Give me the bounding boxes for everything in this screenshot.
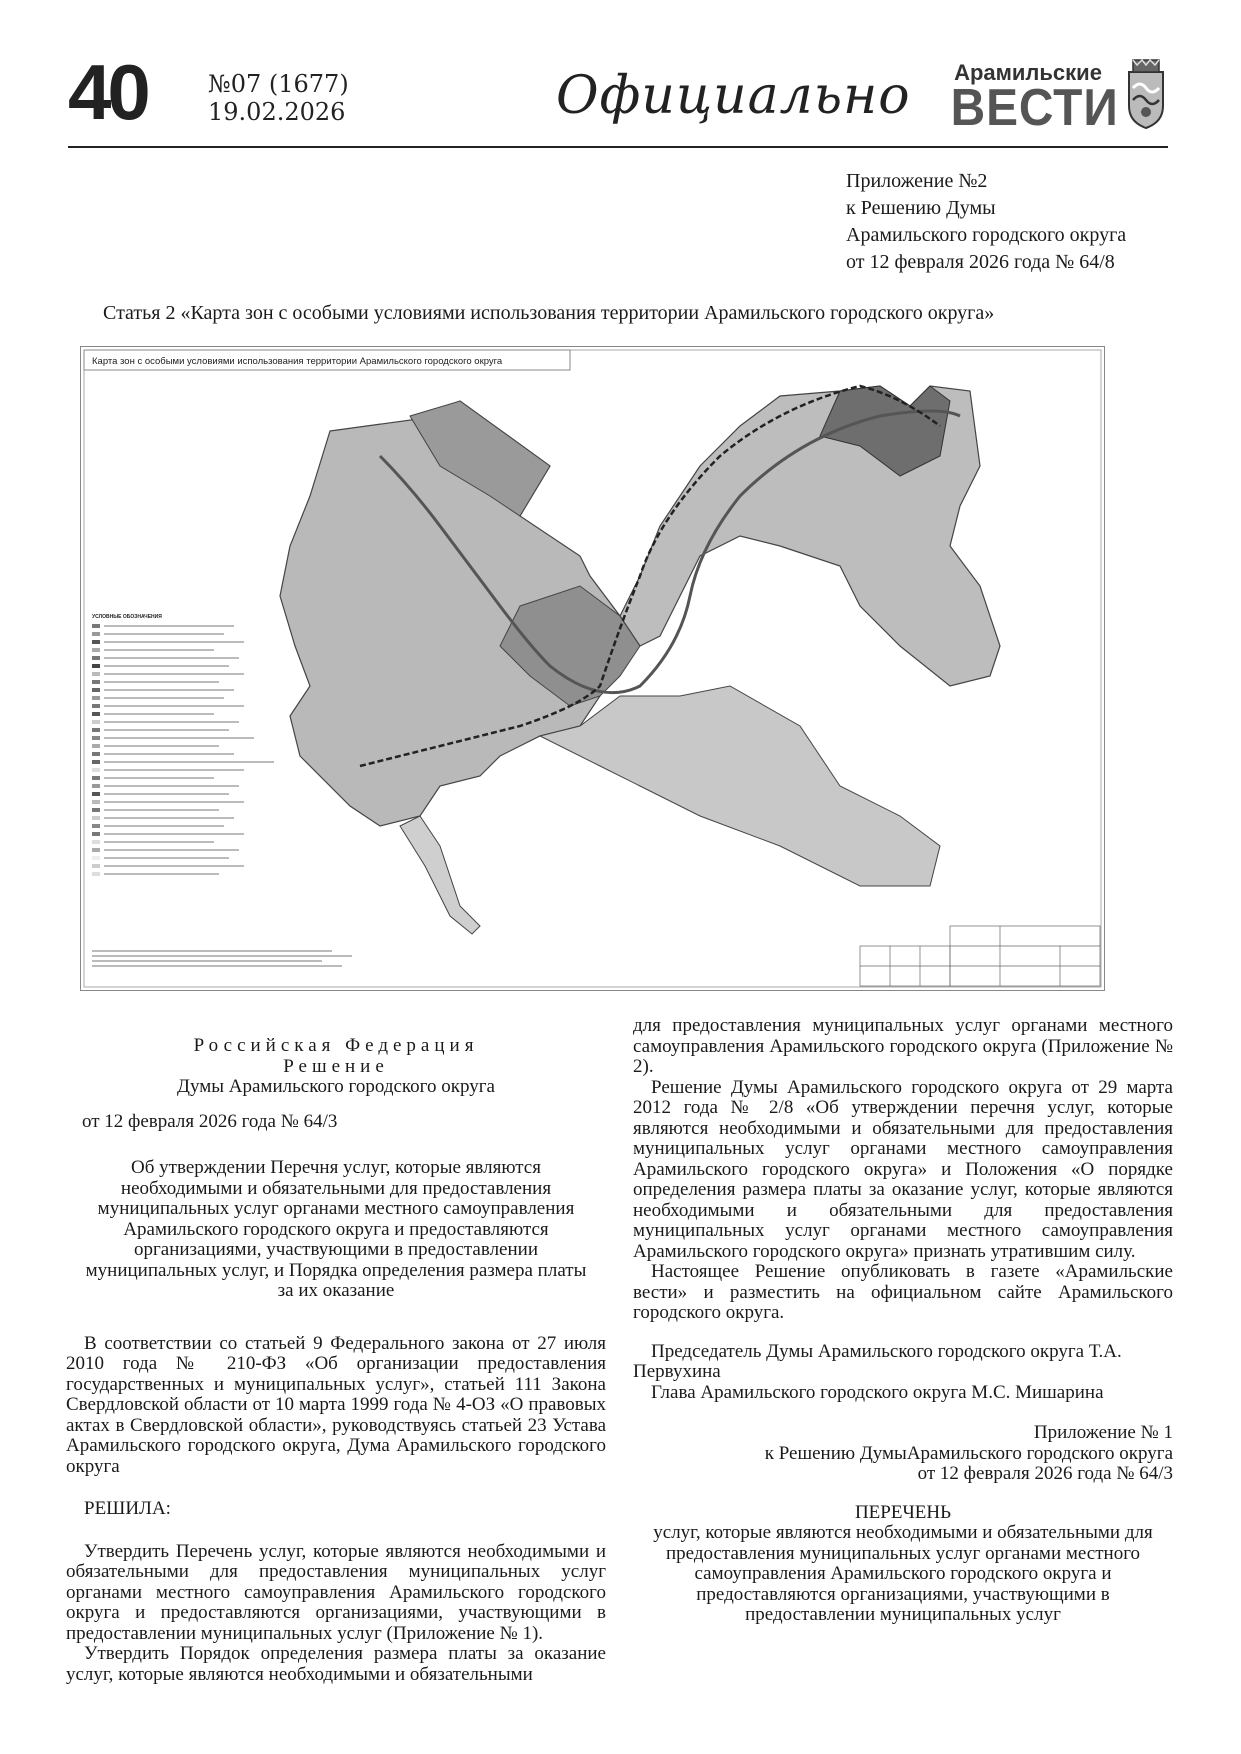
article-title: Статья 2 «Карта зон с особыми условиями использования территории Арамильского городского округа» (103, 302, 995, 324)
section-title: Официально (556, 66, 911, 126)
decision-title: Об утверждении Перечня услуг, которые являются необходимыми и обязательными для предоставления муниципальных услуг органами местного самоуправления Арамильского городского округа и предоставляются организациями, участвующими в предоставлении муниципальных услуг, и Порядка определения размера платы за их оказание (85, 1157, 587, 1301)
appendix1-line3: от 12 февраля 2026 года № 64/3 (917, 1463, 1173, 1484)
page-number: 40 (68, 48, 147, 136)
issue-info (208, 70, 349, 126)
header-rule (68, 146, 1168, 148)
decision-item1: Утвердить Перечень услуг, которые являются необходимыми и обязательными для предоставления муниципальных услуг органами местного самоуправления Арамильского городского округа и предоставляются организациями, участвующими в предоставлении муниципальных услуг (Приложение № 1). (66, 1540, 606, 1644)
map-title: Карта зон с особыми условиями использования территории Арамильского городского округа (92, 356, 503, 367)
appendix2-line: к Решению Думы (846, 197, 996, 219)
appendix1-line2: к Решению ДумыАрамильского городского округа (764, 1442, 1173, 1464)
issue-date: 19.02.2026 (208, 98, 346, 126)
appendix1-line1: Приложение № 1 (1033, 1422, 1173, 1443)
decision-country: Российская Федерация (193, 1035, 479, 1056)
decision-date-number: от 12 февраля 2026 года № 64/3 (82, 1110, 338, 1132)
decision-preamble: В соответствии со статьей 9 Федерального закона от 27 июля 2010 года № 210-ФЗ «Об организации предоставления государственных и муниципальных услуг», статьей 111 Закона Свердловской области от 10 марта 1999 года № 4-ОЗ «О правовых актах в Свердловской области», руководствуясь статьей 23 Устава Арамильского городского округа, Дума Арамильского городского округа (66, 1332, 606, 1477)
appendix2-line: Приложение №2 (846, 170, 988, 192)
decision-doc-type: Решение (283, 1055, 389, 1077)
zones-map (80, 346, 1105, 991)
decision-item2-end: для предоставления муниципальных услуг органами местного самоуправления Арамильского городского округа (Приложение № 2). (633, 1015, 1173, 1077)
coat-of-arms-icon (1125, 58, 1167, 130)
appendix2-line: Арамильского городского округа (846, 224, 1127, 246)
decision-item4: Настоящее Решение опубликовать в газете «Арамильские вести» и разместить на официальном сайте Арамильского городского округа. (633, 1261, 1173, 1323)
logo-line2: ВЕСТИ (950, 79, 1119, 137)
decision-issuer: Думы Арамильского городского округа (177, 1076, 495, 1097)
appendix2-line: от 12 февраля 2026 года № 64/8 (846, 251, 1115, 273)
appendix2-block (846, 168, 1126, 276)
decision-item3: Решение Думы Арамильского городского округа от 29 марта 2012 года № 2/8 «Об утверждении перечня услуг, которые являются необходимыми и обязательными для предоставления муниципальных услуг органами местного самоуправления Арамильского городского округа» и Положения «О порядке определения размера платы за оказание услуг, которые являются необходимыми и обязательными для предоставления муниципальных услуг органами местного самоуправления Арамильского городского округа» признать утратившим силу. (633, 1076, 1173, 1262)
logo-line1: Арамильские (954, 60, 1102, 85)
map-graphic (80, 346, 1105, 991)
signature-chairman: Председатель Думы Арамильского городского округа Т.А. Первухина (633, 1340, 1122, 1382)
decision-item2-start: Утвердить Порядок определения размера платы за оказание услуг, которые являются необходимыми и обязательными (66, 1643, 606, 1685)
decision-left-column (66, 1036, 606, 1685)
list-subtitle: услуг, которые являются необходимыми и обязательными для предоставления муниципальных услуг органами местного самоуправления Арамильского городского округа и предоставляются организациями, участвующими в предоставлении муниципальных услуг (653, 1522, 1153, 1625)
issue-number: №07 (1677) (208, 70, 349, 98)
decision-right-column (633, 1016, 1173, 1626)
list-title: ПЕРЕЧЕНЬ (854, 1501, 952, 1523)
decision-resolved: РЕШИЛА: (84, 1498, 171, 1519)
map-legend-title: УСЛОВНЫЕ ОБОЗНАЧЕНИЯ (92, 614, 162, 620)
signature-head: Глава Арамильского городского округа М.С. Мишарина (651, 1381, 1104, 1403)
